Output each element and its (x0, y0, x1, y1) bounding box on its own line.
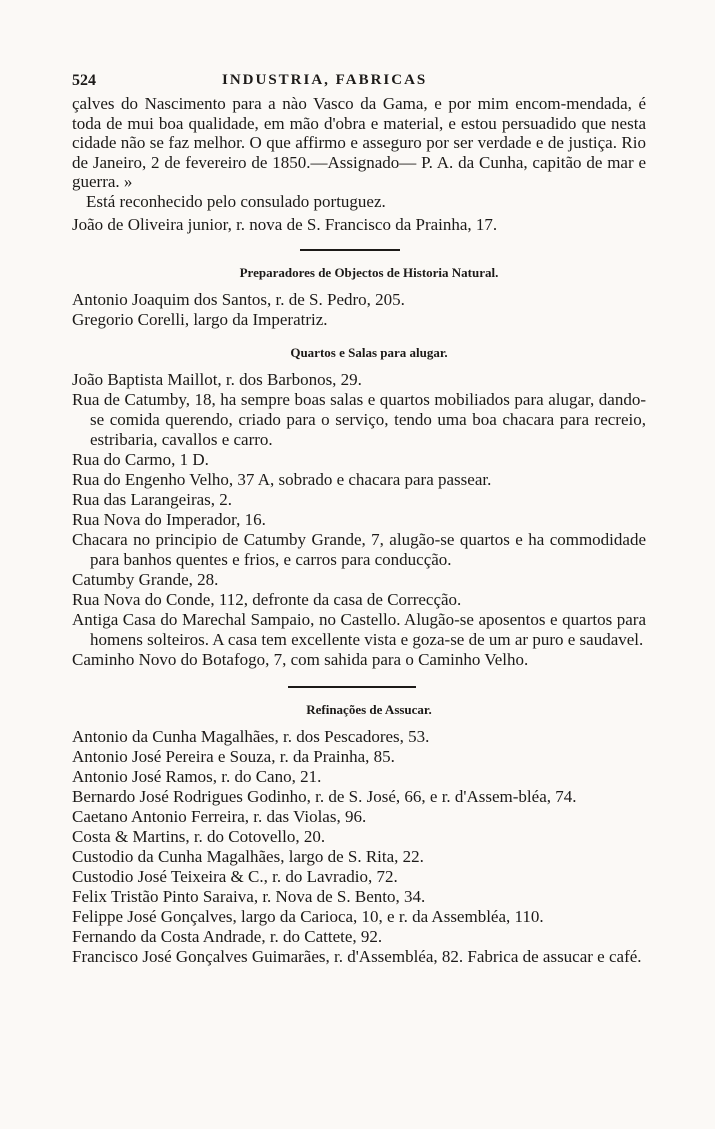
list-entry: Antonio Joaquim dos Santos, r. de S. Pedro, 205. (72, 290, 405, 309)
list-entry: Francisco José Gonçalves Guimarães, r. d'Assembléa, 82. Fabrica de assucar e café. (72, 947, 642, 966)
list-entry: Caminho Novo do Botafogo, 7, com sahida para o Caminho Velho. (72, 650, 529, 669)
intro-note: Está reconhecido pelo consulado portuguez. (86, 191, 386, 211)
list-entry: Custodio José Teixeira & C., r. do Lavradio, 72. (72, 867, 398, 886)
list-entry: Felix Tristão Pinto Saraiva, r. Nova de S. Bento, 34. (72, 887, 426, 906)
list-entry: Costa & Martins, r. do Cotovello, 20. (72, 827, 326, 846)
list-entry: Gregorio Corelli, largo da Imperatriz. (72, 310, 328, 329)
list-entry: Antonio da Cunha Magalhães, r. dos Pescadores, 53. (72, 727, 430, 746)
intro-paragraph: çalves do Nascimento para a nào Vasco da Gama, e por mim encom-mendada, é toda de mui boa qualidade, em mão d'obra e material, e estou persuadido que nesta cidade não se faz melhor. O que affirmo e asseguro por ser verdade e de justiça. Rio de Janeiro, 2 de fevereiro de 1850.—Assignado— P. A. da Cunha, capitão de mar e guerra. » (72, 94, 646, 191)
list-entry: Bernardo José Rodrigues Godinho, r. de S. José, 66, e r. d'Assem-bléa, 74. (72, 787, 577, 806)
intro-entry: João de Oliveira junior, r. nova de S. Francisco da Prainha, 17. (72, 215, 498, 234)
list-entry: Caetano Antonio Ferreira, r. das Violas, 96. (72, 807, 367, 826)
section-title-preparadores: Preparadores de Objectos de Historia Natural. (239, 265, 499, 280)
section-title-refinacoes: Refinações de Assucar. (306, 702, 432, 717)
list-entry: Rua do Engenho Velho, 37 A, sobrado e chacara para passear. (72, 470, 492, 489)
list-entry: Fernando da Costa Andrade, r. do Cattete, 92. (72, 927, 383, 946)
list-entry: Chacara no principio de Catumby Grande, 7, alugão-se quartos e ha commodidade para banhos quentes e frios, e carros para conducção. (72, 530, 646, 569)
book-page (72, 72, 646, 967)
list-entry: Antiga Casa do Marechal Sampaio, no Castello. Alugão-se aposentos e quartos para homens solteiros. A casa tem excellente vista e goza-se de um ar puro e saudavel. (72, 610, 646, 649)
list-entry: Antonio José Pereira e Souza, r. da Prainha, 85. (72, 747, 395, 766)
list-entry: Rua das Larangeiras, 2. (72, 490, 233, 509)
section-title-quartos: Quartos e Salas para alugar. (290, 345, 448, 360)
page-number: 524 (72, 72, 96, 89)
section-divider (288, 686, 416, 688)
section-divider (300, 249, 400, 251)
running-title: INDUSTRIA, FABRICAS (222, 72, 428, 88)
list-entry: Antonio José Ramos, r. do Cano, 21. (72, 767, 322, 786)
list-entry: Catumby Grande, 28. (72, 570, 219, 589)
list-entry: Rua do Carmo, 1 D. (72, 450, 209, 469)
running-header (72, 72, 646, 94)
list-entry: Rua Nova do Conde, 112, defronte da casa de Correcção. (72, 590, 462, 609)
list-entry: Custodio da Cunha Magalhães, largo de S. Rita, 22. (72, 847, 424, 866)
list-entry: João Baptista Maillot, r. dos Barbonos, 29. (72, 370, 362, 389)
list-entry: Felippe José Gonçalves, largo da Carioca, 10, e r. da Assembléa, 110. (72, 907, 544, 926)
list-entry: Rua Nova do Imperador, 16. (72, 510, 266, 529)
list-entry: Rua de Catumby, 18, ha sempre boas salas e quartos mobiliados para alugar, dando-se comida querendo, criado para o serviço, tendo uma boa chacara para recreio, estribaria, cavallos e carro. (72, 390, 646, 449)
